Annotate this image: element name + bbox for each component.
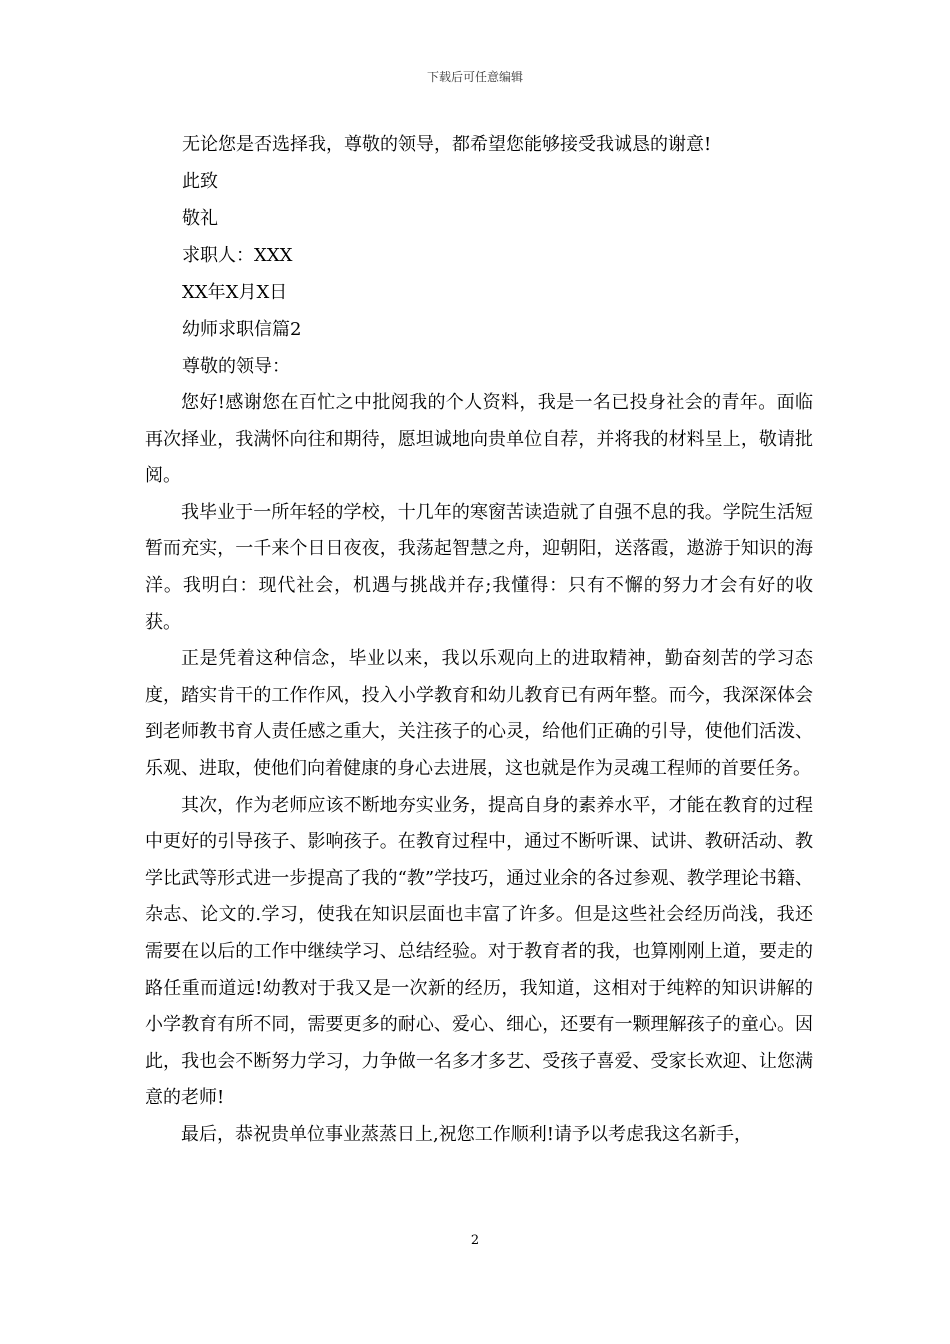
paragraph: 您好!感谢您在百忙之中批阅我的个人资料，我是一名已投身社会的青年。面临再次择业，我满怀向往和期待，愿坦诚地向贵单位自荐，并将我的材料呈上，敬请批阅。 — [145, 392, 813, 487]
date-line: XX年X月X日 — [182, 282, 288, 303]
paragraph: 正是凭着这种信念，毕业以来，我以乐观向上的进取精神，勤奋刻苦的学习态度，踏实肯干的工作作风，投入小学教育和幼儿教育已有两年整。而今，我深深体会到老师教书育人责任感之重大，关注孩子的心灵，给他们正确的引导，使他们活泼、乐观、进取，使他们向着健康的身心去进展，这也就是作为灵魂工程师的首要任务。 — [145, 648, 813, 779]
signature: 求职人：XXX — [182, 245, 293, 266]
salutation-jing-li: 敬礼 — [182, 208, 218, 229]
greeting: 尊敬的领导： — [182, 356, 290, 377]
page-header: 下载后可任意编辑 — [426, 70, 523, 84]
salutation-ci-zhi: 此致 — [182, 171, 218, 192]
section-title: 幼师求职信篇2 — [182, 319, 302, 340]
paragraph: 我毕业于一所年轻的学校，十几年的寒窗苦读造就了自强不息的我。学院生活短暂而充实，一千来个日日夜夜，我荡起智慧之舟，迎朝阳，送落霞，遨游于知识的海洋。我明白：现代社会，机遇与挑战并存;我懂得：只有不懈的努力才会有好的收获。 — [145, 501, 813, 633]
closing-line: 无论您是否选择我，尊敬的领导，都希望您能够接受我诚恳的谢意! — [182, 134, 712, 155]
document-body — [145, 126, 813, 1153]
paragraph: 最后，恭祝贵单位事业蒸蒸日上,祝您工作顺利!请予以考虑我这名新手， — [181, 1123, 752, 1145]
paragraph: 其次，作为老师应该不断地夯实业务，提高自身的素养水平，才能在教育的过程中更好的引导孩子、影响孩子。在教育过程中，通过不断听课、试讲、教研活动、教学比武等形式进一步提高了我的“教”学技巧，通过业余的各过参观、教学理论书籍、杂志、论文的.学习，使我在知识层面也丰富了许多。但是这些社会经历尚浅，我还需要在以后的工作中继续学习、总结经验。对于教育者的我，也算刚刚上道，要走的路任重而道远!幼教对于我又是一次新的经历，我知道，这相对于纯粹的知识讲解的小学教育有所不同，需要更多的耐心、爱心、细心，还要有一颗理解孩子的童心。因此，我也会不断努力学习，力争做一名多才多艺、受孩子喜爱、受家长欢迎、让您满意的老师! — [145, 794, 813, 1109]
page-number: 2 — [470, 1233, 480, 1248]
